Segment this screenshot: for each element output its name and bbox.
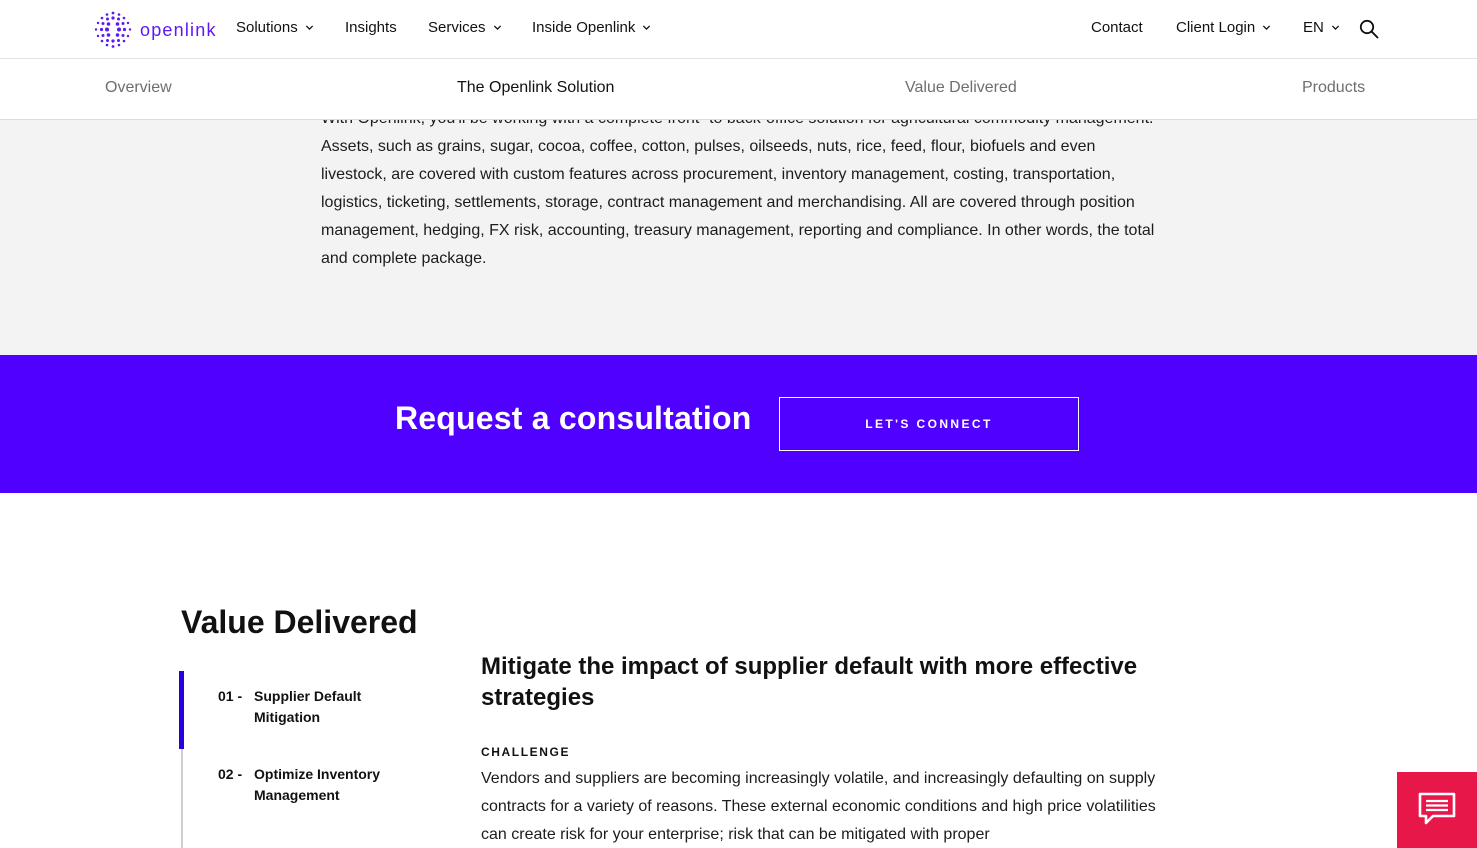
value-item-label: Optimize Inventory Management — [254, 766, 381, 803]
section-navigation — [0, 60, 1477, 120]
nav-contact-label: Contact — [1091, 19, 1143, 36]
language-label: EN — [1303, 19, 1324, 36]
challenge-kicker: CHALLENGE — [481, 745, 571, 759]
nav-contact[interactable] — [1091, 19, 1143, 36]
logo-wordmark: openlink — [140, 19, 217, 40]
value-item-number: 01 - — [218, 688, 243, 704]
search-icon[interactable] — [1359, 19, 1379, 39]
nav-client-login[interactable] — [1176, 19, 1271, 36]
chevron-down-icon — [1331, 23, 1340, 32]
consultation-banner — [0, 355, 1477, 493]
consultation-title: Request a consultation — [395, 400, 752, 436]
openlink-logo[interactable] — [92, 10, 217, 50]
value-item-optimize-inventory[interactable] — [218, 764, 404, 806]
value-item-number: 02 - — [218, 766, 243, 782]
value-delivered-title: Value Delivered — [181, 604, 418, 640]
language-selector[interactable] — [1303, 19, 1340, 36]
chat-icon — [1417, 791, 1457, 827]
chevron-down-icon — [1262, 23, 1271, 32]
active-item-indicator — [179, 671, 184, 749]
nav-solutions-label: Solutions — [236, 19, 298, 36]
tab-overview[interactable]: Overview — [105, 79, 172, 96]
tab-value-delivered[interactable]: Value Delivered — [905, 79, 1017, 96]
nav-inside-openlink-label: Inside Openlink — [532, 19, 636, 36]
nav-insights-label: Insights — [345, 19, 397, 36]
top-navigation — [0, 0, 1477, 59]
chevron-down-icon — [642, 23, 651, 32]
nav-insights[interactable] — [345, 19, 397, 36]
nav-services-label: Services — [428, 19, 486, 36]
tab-openlink-solution[interactable]: The Openlink Solution — [457, 79, 615, 96]
tab-products[interactable]: Products — [1302, 79, 1366, 96]
intro-paragraph: Assets, such as grains, sugar, cocoa, coffee, cotton, pulses, oilseeds, nuts, rice, feed, flour, biofuels and even livestock, are covered with custom features across procurement, inventory management, costing, transportation, logistics, ticketing, settlements, storage, contract management and merchandising. All are covered through position management, hedging, FX risk, accounting, treasury management, reporting and compliance. In other words, the total and complete package. — [321, 138, 1155, 267]
chat-button[interactable] — [1397, 772, 1477, 848]
value-item-supplier-default[interactable] — [218, 686, 404, 728]
lets-connect-button[interactable]: LET'S CONNECT — [779, 397, 1079, 451]
logo-mark-icon — [92, 10, 134, 50]
nav-client-login-label: Client Login — [1176, 19, 1256, 36]
challenge-body: Vendors and suppliers are becoming increasingly volatile, and increasingly defaulting on supply contracts for a variety of reasons. These external economic conditions and high price volatilities can create risk for your enterprise; risk that can be mitigated with proper — [481, 770, 1156, 843]
value-item-label: Supplier Default Mitigation — [254, 688, 362, 725]
value-heading: Mitigate the impact of supplier default with more effective strategies — [481, 653, 1138, 711]
nav-inside-openlink[interactable] — [532, 19, 651, 36]
chevron-down-icon — [305, 23, 314, 32]
nav-services[interactable] — [428, 19, 502, 36]
chevron-down-icon — [493, 23, 502, 32]
nav-solutions[interactable] — [236, 19, 314, 36]
